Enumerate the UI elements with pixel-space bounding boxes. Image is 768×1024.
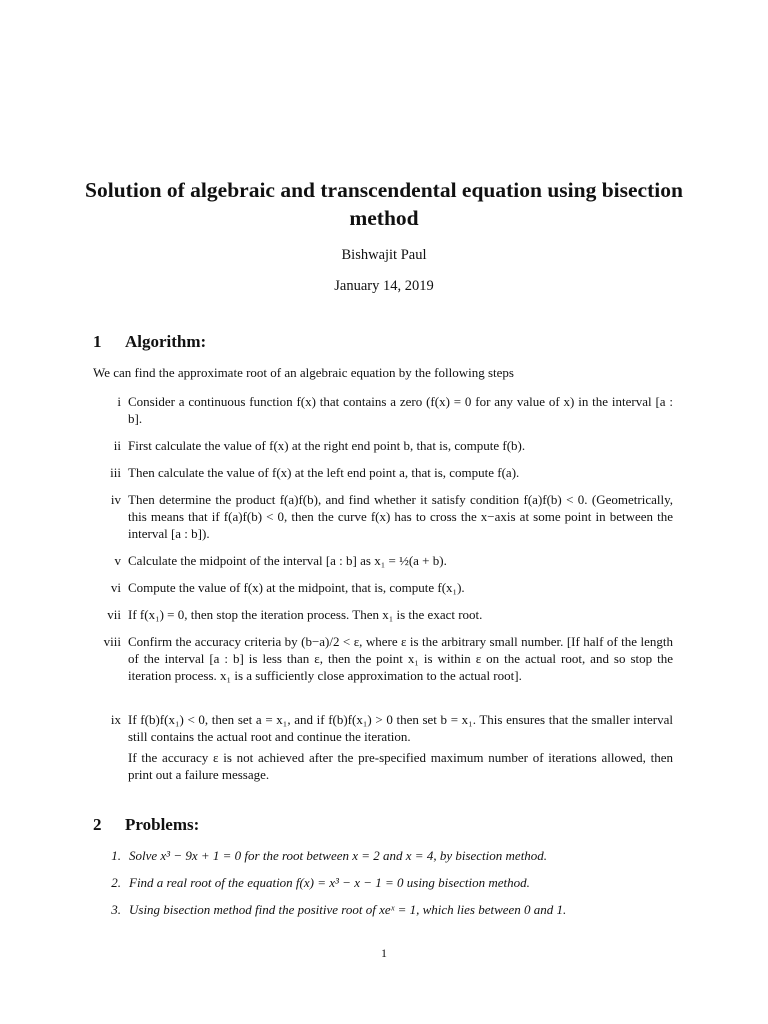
- algorithm-step: [93, 552, 673, 569]
- algorithm-step: [93, 606, 673, 623]
- problem-number: 1.: [111, 848, 121, 863]
- step-label: i: [117, 394, 121, 409]
- section-number: 2: [93, 815, 102, 834]
- problem-number: 2.: [111, 875, 121, 890]
- step-label: ix: [110, 712, 121, 727]
- step-text: Calculate the midpoint of the interval [a : b] as x₁ = ½(a + b).: [128, 553, 447, 568]
- page-number: 1: [381, 946, 387, 960]
- problem-text: Find a real root of the equation f(x) = x³ − x − 1 = 0 using bisection method.: [129, 875, 530, 890]
- algorithm-step: [93, 579, 673, 596]
- step-text: Confirm the accuracy criteria by (b−a)/2 < ε, where ε is the arbitrary small number. [If half of the length of the interval [a : b] is less than ε, then the point x₁ is within ε on the actual root, and so stop the iteration process. x₁ is a sufficiently close approximation to the actual root].: [128, 634, 673, 683]
- step-text: If f(b)f(x₁) < 0, then set a = x₁, and if f(b)f(x₁) > 0 then set b = x₁. This ensures that the smaller interval still contains the actual root and continue the iteration.: [128, 712, 673, 744]
- step-text: Compute the value of f(x) at the midpoint, that is, compute f(x₁).: [128, 580, 465, 595]
- section-number: 1: [93, 332, 102, 351]
- algorithm-step: [93, 464, 673, 481]
- section-heading-problems: [93, 815, 199, 835]
- problem-number: 3.: [111, 902, 121, 917]
- failure-note-text: If the accuracy ε is not achieved after the pre-specified maximum number of iterations allowed, then print out a failure message.: [128, 750, 673, 782]
- section-title: Algorithm:: [125, 332, 207, 351]
- algorithm-step: [93, 491, 673, 542]
- step-label: iii: [110, 465, 121, 480]
- algorithm-step: [93, 393, 673, 427]
- problem-text: Solve x³ − 9x + 1 = 0 for the root between x = 2 and x = 4, by bisection method.: [129, 848, 548, 863]
- step-label: v: [114, 553, 121, 568]
- step-label: ii: [113, 438, 121, 453]
- step-text: If f(x₁) = 0, then stop the iteration process. Then x₁ is the exact root.: [128, 607, 483, 622]
- document-date: January 14, 2019: [334, 278, 434, 294]
- step-label: viii: [103, 634, 121, 649]
- algorithm-step: [93, 437, 673, 454]
- problem-text: Using bisection method find the positive root of xeˣ = 1, which lies between 0 and 1.: [129, 902, 567, 917]
- failure-note: [93, 749, 673, 783]
- step-text: First calculate the value of f(x) at the right end point b, that is, compute f(b).: [128, 438, 526, 453]
- step-text: Consider a continuous function f(x) that contains a zero (f(x) = 0 for any value of x) in the interval [a : b].: [128, 394, 673, 426]
- step-label: vii: [107, 607, 121, 622]
- step-text: Then calculate the value of f(x) at the left end point a, that is, compute f(a).: [128, 465, 520, 480]
- step-label: vi: [110, 580, 121, 595]
- document-title: Solution of algebraic and transcendental equation using bisection method: [85, 178, 683, 230]
- intro-paragraph: We can find the approximate root of an algebraic equation by the following steps: [93, 365, 514, 380]
- step-text: Then determine the product f(a)f(b), and find whether it satisfy condition f(a)f(b) < 0. (Geometrically, this means that if f(a)f(b) < 0, then the curve f(x) has to cross the x−axis at some point in between the interval [a : b]).: [128, 492, 673, 541]
- author-name: Bishwajit Paul: [341, 247, 427, 263]
- section-title: Problems:: [125, 815, 200, 834]
- section-heading-algorithm: [93, 332, 206, 352]
- algorithm-step: [93, 711, 673, 745]
- algorithm-step: [93, 633, 673, 701]
- step-label: iv: [110, 492, 121, 507]
